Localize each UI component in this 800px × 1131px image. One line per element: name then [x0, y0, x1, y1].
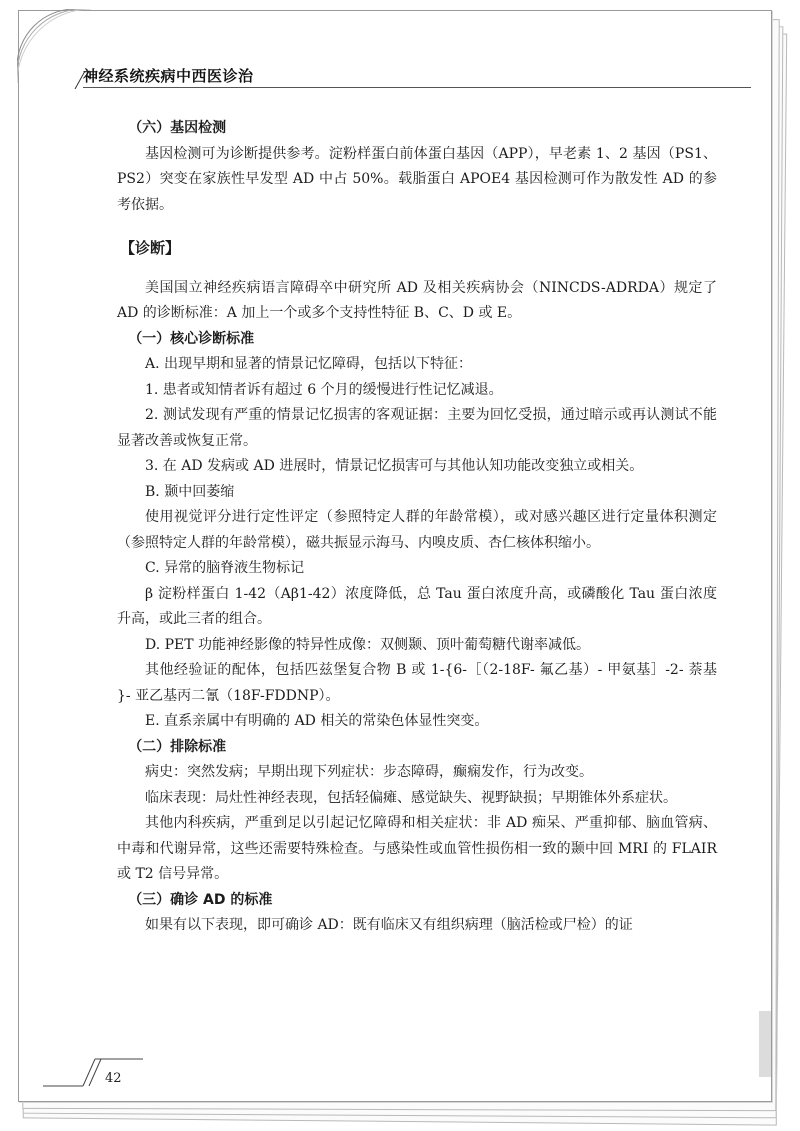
list-item: A. 出现早期和显著的情景记忆障碍，包括以下特征： — [145, 356, 473, 372]
list-item: 1. 患者或知情者诉有超过 6 个月的缓慢进行性记忆减退。 — [145, 381, 503, 398]
list-item: D. PET 功能神经影像的特异性成像：双侧颞、顶叶葡萄糖代谢率减低。 — [145, 636, 591, 653]
section-heading-core: （一）核心诊断标准 — [128, 330, 255, 347]
paragraph: 美国国立神经疾病语言障碍卒中研究所 AD 及相关疾病协会（NINCDS-ADRDA）规定了 AD 的诊断标准：A 加上一个或多个支持性特征 B、C、D 或 E。 — [117, 279, 717, 321]
page-number: 42 — [105, 1071, 122, 1086]
page-edge-shade — [759, 1011, 771, 1077]
footer-ornament — [43, 1051, 153, 1091]
section-heading-confirm: （三）确诊 AD 的标准 — [128, 891, 273, 908]
header-rule — [83, 87, 751, 88]
paragraph: 使用视觉评分进行定性评定（参照特定人群的年龄常模），或对感兴趣区进行定量体积测定（参照特定人群的年龄常模），磁共振显示海马、内嗅皮质、杏仁核体积缩小。 — [117, 509, 717, 551]
list-item: 3. 在 AD 发病或 AD 进展时，情景记忆损害可与其他认知功能改变独立或相关。 — [145, 458, 644, 474]
book-page — [18, 10, 772, 1102]
paragraph: β 淀粉样蛋白 1-42（Aβ1-42）浓度降低，总 Tau 蛋白浓度升高，或磷酸化 Tau 蛋白浓度升高，或此三者的组合。 — [117, 585, 717, 627]
paragraph: 临床表现：局灶性神经表现，包括轻偏瘫、感觉缺失、视野缺损；早期锥体外系症状。 — [145, 789, 677, 806]
list-item: B. 颞中回萎缩 — [145, 483, 235, 500]
paragraph: 如果有以下表现，即可确诊 AD：既有临床又有组织病理（脑活检或尸检）的证 — [145, 917, 633, 933]
section-heading-exclusion: （二）排除标准 — [128, 738, 227, 755]
running-header — [83, 65, 763, 87]
paragraph: 其他经验证的配体，包括匹兹堡复合物 B 或 1-{6-［（2-18F- 氟乙基）- 甲氨基］-2- 萘基 }- 亚乙基丙二氰（18F-FDDNP）。 — [117, 662, 717, 704]
list-item: C. 异常的脑脊液生物标记 — [145, 560, 305, 576]
page-footer — [43, 1051, 163, 1091]
paragraph: 基因检测可为诊断提供参考。淀粉样蛋白前体蛋白基因（APP），早老素 1、2 基因（PS1、PS2）突变在家族性早发型 AD 中占 50%。载脂蛋白 APOE4 基因检测可作为散发性 AD 的参考依据。 — [117, 145, 717, 213]
paragraph: 病史：突然发病；早期出现下列症状：步态障碍，癫痫发作，行为改变。 — [145, 764, 593, 780]
paragraph: 其他内科疾病，严重到足以引起记忆障碍和相关症状：非 AD 痴呆、严重抑郁、脑血管病、中毒和代谢异常，这些还需要特殊检查。与感染性或血管性损伤相一致的颞中回 MRI 的 FLAIR 或 T2 信号异常。 — [117, 815, 717, 882]
list-item: E. 直系亲属中有明确的 AD 相关的常染色体显性突变。 — [145, 713, 489, 729]
page-body — [117, 116, 717, 939]
book-title: 神经系统疾病中西医诊治 — [83, 67, 254, 85]
chapter-heading-diagnosis: 【诊断】 — [120, 239, 181, 257]
list-item: 2. 测试发现有严重的情景记忆损害的客观证据：主要为回忆受损，通过暗示或再认测试不能显著改善或恢复正常。 — [117, 407, 717, 449]
section-heading-gene: （六）基因检测 — [128, 120, 227, 136]
